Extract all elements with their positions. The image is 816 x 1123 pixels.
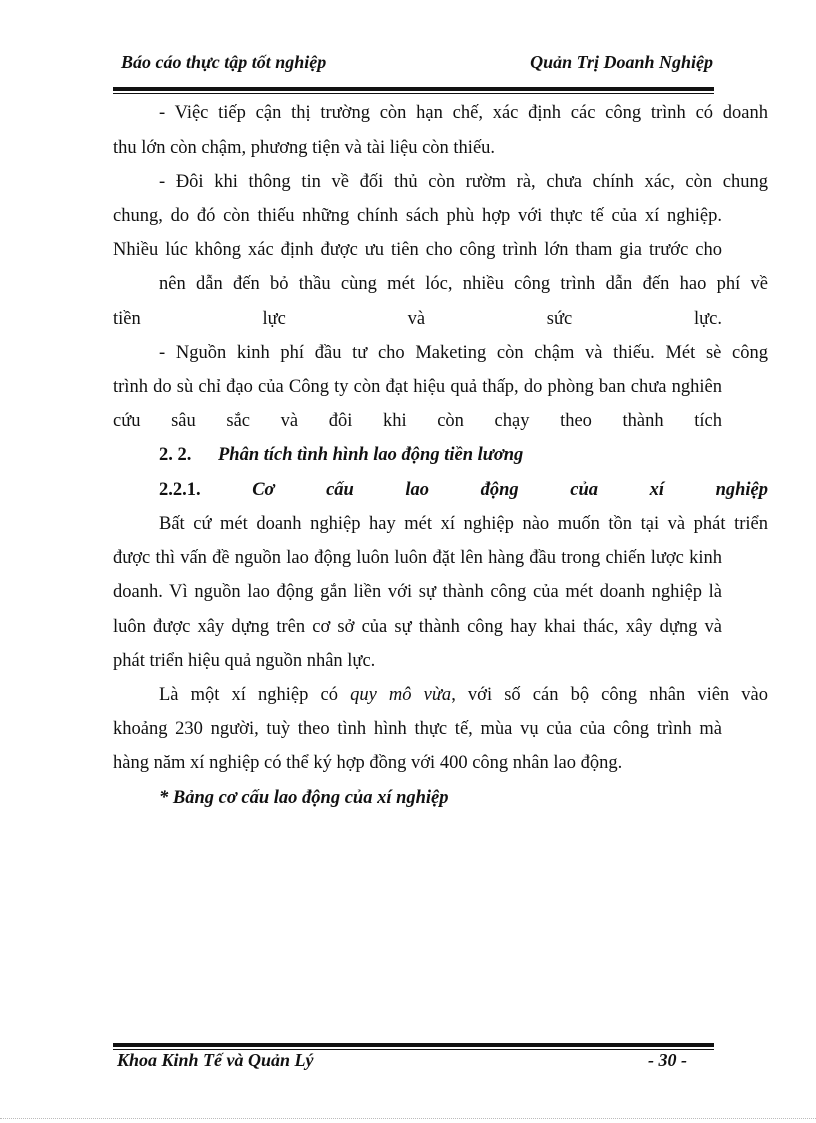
page-header [113,52,713,78]
paragraph-line: doanh. Vì nguồn lao động gắn liền với sự thành công của mét doanh nghiệp là [113,582,722,602]
paragraph-line: thu lớn còn chậm, phương tiện và tài liệu còn thiếu. [113,138,496,158]
paragraph-line: chung, do đó còn thiếu những chính sách phù hợp với thực tế của xí nghiệp. [113,206,722,226]
paragraph-line: Bất cứ mét doanh nghiệp hay mét xí nghiệp nào muốn tồn tại và phát triển [159,514,768,534]
section-heading [159,441,523,469]
paragraph-line: trình do sù chỉ đạo của Công ty còn đạt hiệu quả thấp, do phòng ban chưa nghiên [113,377,722,397]
paragraph-line: cứu sâu sắc và đôi khi còn chạy theo thành tích [113,411,722,431]
emphasis-text: quy mô vừa [350,685,452,705]
text-run: Là một xí nghiệp có [159,685,351,705]
paragraph-line: luôn được xây dựng trên cơ sở của sự thành công hay khai thác, xây dựng và [113,617,722,637]
header-rule [113,87,714,94]
page-edge-divider [0,1118,816,1119]
section-number: 2. 2. [159,445,192,465]
page-footer [113,1050,713,1076]
paragraph-line: Nhiều lúc không xác định được ưu tiên cho công trình lớn tham gia trước cho [113,240,722,260]
paragraph-line: hàng năm xí nghiệp có thể ký hợp đồng với 400 công nhân lao động. [113,753,623,773]
page-number: - 30 - [648,1050,687,1070]
paragraph-line: được thì vấn đề nguồn lao động luôn luôn đặt lên hàng đầu trong chiến lược kinh [113,548,722,568]
paragraph-line: - Nguồn kinh phí đầu tư cho Maketing còn chậm và thiếu. Mét sè công [159,343,768,363]
footer-faculty: Khoa Kinh Tế và Quản Lý [117,1050,314,1070]
paragraph-line: - Đôi khi thông tin về đối thủ còn rườm rà, chưa chính xác, còn chung [159,172,768,192]
table-caption: * Bảng cơ cấu lao động của xí nghiệp [159,788,449,808]
section-title: Phân tích tình hình lao động tiền lương [218,445,524,465]
paragraph-line [113,681,768,709]
header-report-title: Báo cáo thực tập tốt nghiệp [121,52,327,72]
subsection-heading [113,476,768,504]
paragraph-line: nên dẫn đến bỏ thầu cùng mét lóc, nhiều công trình dẫn đến hao phí về [159,274,768,294]
paragraph-line: khoảng 230 người, tuỳ theo tình hình thực tế, mùa vụ của của công trình mà [113,719,722,739]
footer-rule [113,1043,714,1050]
subsection-title: Cơ cấu lao động của xí nghiệp [252,480,769,500]
paragraph-line: phát triển hiệu quả nguồn nhân lực. [113,651,376,671]
paragraph-line: - Việc tiếp cận thị trường còn hạn chế, xác định các công trình có doanh [159,103,768,123]
header-subject: Quản Trị Doanh Nghiệp [530,52,713,72]
paragraph-line: tiền lực và sức lực. [113,309,722,329]
text-run: , với số cán bộ công nhân viên vào [451,685,769,705]
subsection-number: 2.2.1. [159,480,201,500]
